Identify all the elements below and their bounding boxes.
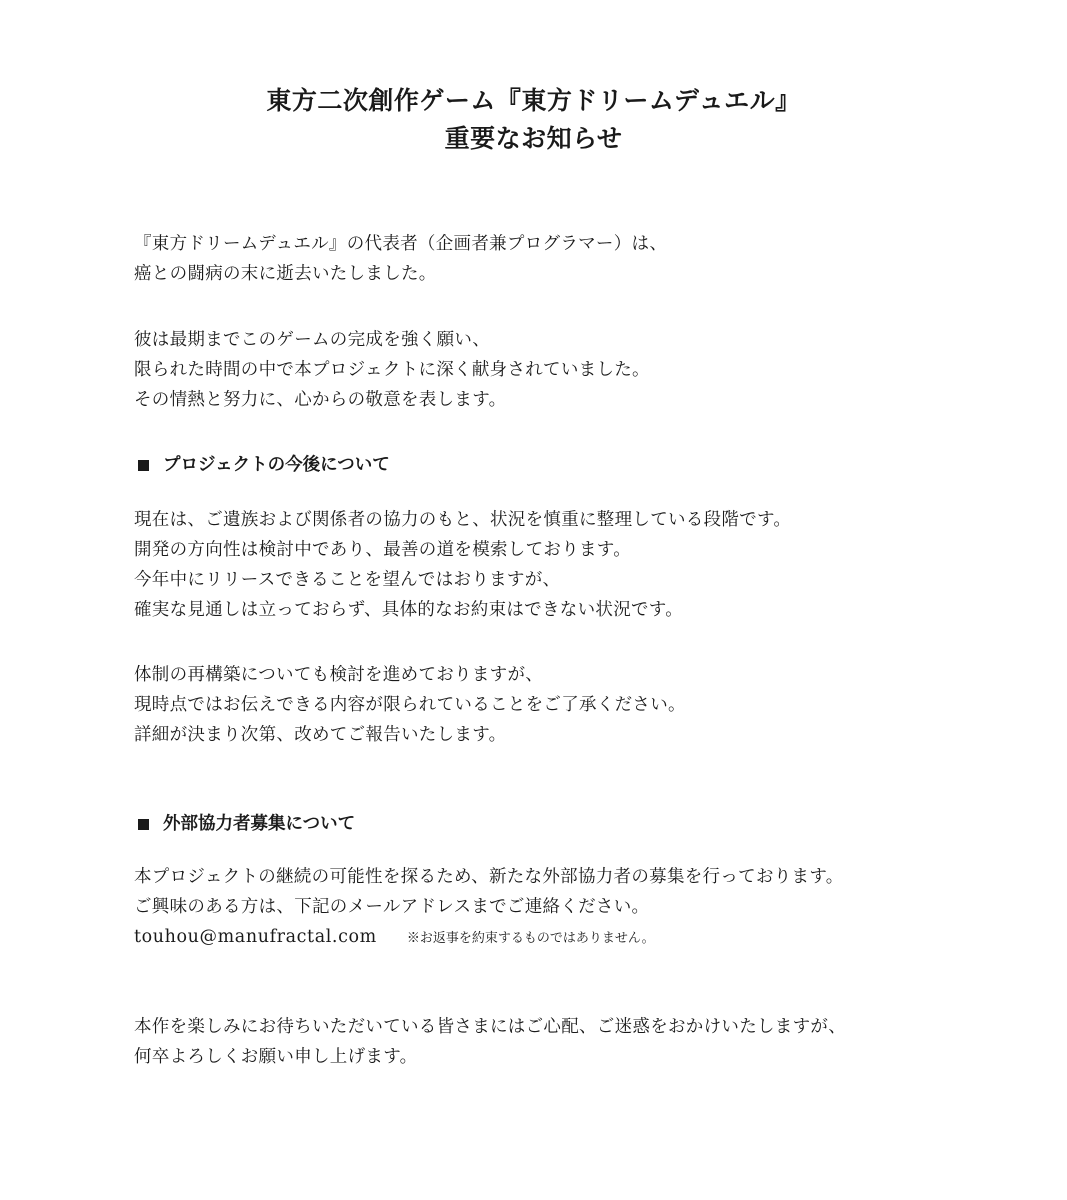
intro-line: 『東方ドリームデュエル』の代表者（企画者兼プログラマー）は、 xyxy=(134,234,668,254)
future-line: 詳細が決まり次第、改めてご報告いたします。 xyxy=(134,725,507,745)
contact-email[interactable]: touhou@manufractal.com xyxy=(134,927,377,947)
section-heading-recruit-text: 外部協力者募集について xyxy=(163,814,356,834)
future-line: 今年中にリリースできることを望んではおりますが、 xyxy=(134,570,561,590)
black-square-icon xyxy=(138,819,149,830)
future-paragraph-1 xyxy=(134,505,994,625)
tribute-paragraph xyxy=(134,325,994,415)
title-line-2: 重要なお知らせ xyxy=(444,124,623,153)
recruit-line: ご興味のある方は、下記のメールアドレスまでご連絡ください。 xyxy=(134,897,650,917)
email-row xyxy=(134,922,994,954)
future-line: 現時点ではお伝えできる内容が限られていることをご了承ください。 xyxy=(134,695,686,715)
tribute-line: 限られた時間の中で本プロジェクトに深く献身されていました。 xyxy=(134,360,650,380)
notice-title xyxy=(0,82,1067,158)
future-line: 体制の再構築についても検討を進めておりますが、 xyxy=(134,665,544,685)
title-line-1: 東方二次創作ゲーム『東方ドリームデュエル』 xyxy=(266,86,801,115)
black-square-icon xyxy=(138,460,149,471)
section-heading-future xyxy=(134,450,994,480)
closing-paragraph xyxy=(134,1012,994,1072)
tribute-line: 彼は最期までこのゲームの完成を強く願い、 xyxy=(134,330,490,350)
closing-line: 何卒よろしくお願い申し上げます。 xyxy=(134,1047,418,1067)
recruit-line: 本プロジェクトの継続の可能性を探るため、新たな外部協力者の募集を行っております。 xyxy=(134,867,844,887)
section-future-heading-block xyxy=(134,450,994,480)
section-recruit-heading-block xyxy=(134,809,994,839)
recruit-paragraph xyxy=(134,862,994,954)
section-heading-future-text: プロジェクトの今後について xyxy=(163,455,390,475)
closing-line: 本作を楽しみにお待ちいただいている皆さまにはご心配、ご迷惑をおかけいたしますが、 xyxy=(134,1017,846,1037)
section-heading-recruit xyxy=(134,809,994,839)
future-line: 確実な見通しは立っておらず、具体的なお約束はできない状況です。 xyxy=(134,600,683,620)
future-line: 開発の方向性は検討中であり、最善の道を模索しております。 xyxy=(134,540,631,560)
intro-line: 癌との闘病の末に逝去いたしました。 xyxy=(134,264,437,284)
intro-paragraph xyxy=(134,229,994,289)
future-line: 現在は、ご遺族および関係者の協力のもと、状況を慎重に整理している段階です。 xyxy=(134,510,792,530)
email-note: ※お返事を約束するものではありません。 xyxy=(406,931,655,946)
tribute-line: その情熱と努力に、心からの敬意を表します。 xyxy=(134,390,507,410)
future-paragraph-2 xyxy=(134,660,994,750)
